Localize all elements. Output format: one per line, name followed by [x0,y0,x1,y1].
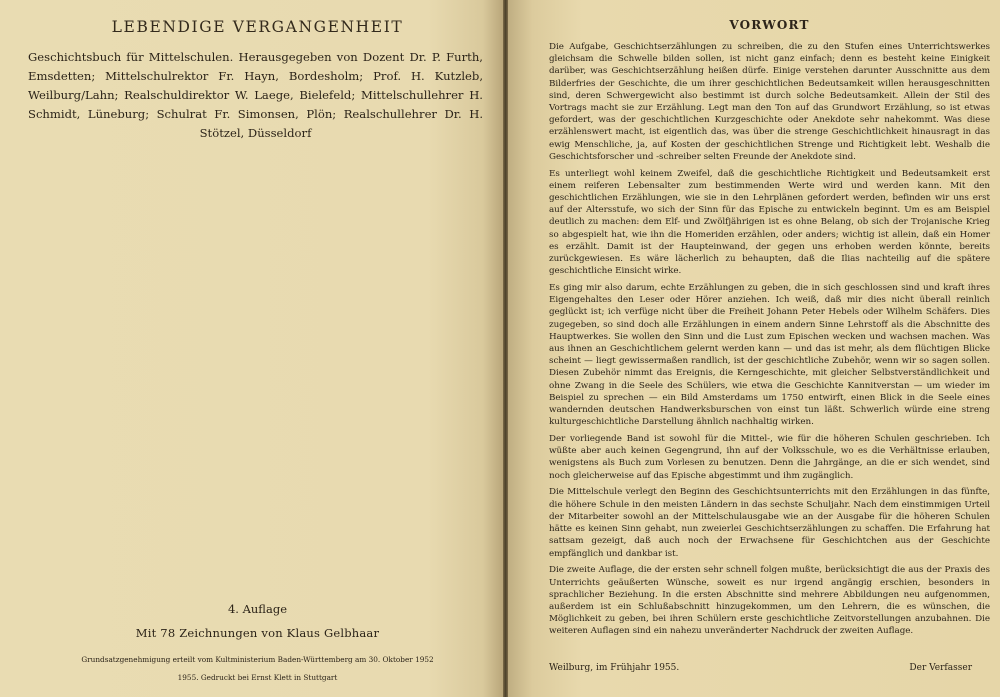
editors-text: Geschichtsbuch für Mittelschulen. Herausgegeben von Dozent Dr. P. Furth, Emsdetten; Mittelschulrektor Fr. Hayn, Bordesholm; Prof. H. Kutzleb, Weilburg/Lahn; Realschuldirektor W. Laege, Bielefeld; Mittelschullehrer H. Schmidt, Lüneburg; Schulrat Fr. Simonsen, Plön; Realschullehrer Dr. H. Stötzel, Düsseldorf [28,50,483,140]
right-page [508,0,1000,697]
approval-note: Grundsatzgenehmigung erteilt vom Kultministerium Baden-Württemberg am 30. Oktober 1952 [81,655,434,664]
book-title: LEBENDIGE VERGANGENHEIT [111,18,404,36]
edition-label: 4. Auflage [227,602,288,616]
foreword-title: VORWORT [729,18,810,32]
foreword-paragraph: Die zweite Auflage, die der ersten sehr schnell folgen mußte, berücksichtigt die aus der Praxis des Unterrichts geäußerten Wünsche, soweit es nur irgend angängig erschien, besonders in sprachlicher Beziehung. In die ersten Abschnitte sind mehrere Abbildungen neu aufgenommen, außerdem ist ein Schlußabschnitt hinzugekommen, um den Lehrern, die es wünschen, die Möglichkeit zu geben, bei ihren Schülern erste geschichtliche Zeitvorstellungen anzubahnen. Die weiteren Auflagen sind ein nahezu unveränderter Nachdruck der zweiten Auflage. [549,565,990,637]
foreword-paragraph: Es ging mir also darum, echte Erzählungen zu geben, die in sich geschlossen sind und kraft ihres Eigengehaltes den Leser oder Hörer anziehen. Ich weiß, daß mir dies nicht überall reinlich geglückt ist; ich verfüge nicht über die Freiheit Johann Peter Hebels oder Wilhelm Schäfers. Dies zugegeben, so sind doch alle Erzählungen in einem andern Sinne Lehrstoff als die Abschnitte des Hauptwerkes. Sie wollen den Sinn und die Lust zum Epischen wecken und wachsen machen. Was aus ihnen an Geschichtlichem gelernt werden kann — und das ist mehr, als dem flüchtigen Blicke scheint — liegt gewissermaßen randlich, ist der geschichtliche Zubehör, wenn wir so sagen sollen. Diesen Zubehör nimmt das Ereignis, die Kerngeschichte, mit gleicher Selbstverständlichkeit und ohne Zwang in die Seele des Schülers, wie etwa die Geschichte Kannitverstan — um wieder im Beispiel zu sprechen — ein Bild Amsterdams um 1750 entwirft, einen Blick in die Seele eines wandernden deutschen Handwerksburschen von einst tun läßt. Schwerlich würde eine streng kulturgeschichtliche Darstellung ähnlich nachhaltig wirken. [549,283,990,428]
foreword-closing [549,663,984,673]
author-signature: Der Verfasser [909,663,972,673]
foreword-paragraph: Es unterliegt wohl keinem Zweifel, daß die geschichtliche Richtigkeit und Bedeutsamkeit erst einem reiferen Lebensalter zum bestimmenden Werte wird und werden kann. Mit den geschichtlichen Erzählungen, wie sie in den Lehrplänen gefordert werden, befinden wir uns erst auf der Altersstufe, wo sich der Sinn für das Epische zu entwickeln beginnt. Um es am Beispiel deutlich zu machen: dem Elf- und Zwölfjährigen ist es ohne Belang, ob sich der Trojanische Krieg so abgespielt hat, wie ihn die Homeriden erzählen, oder anders; wichtig ist allein, daß ein Homer es erzählt. Damit ist der Haupteinwand, der gegen uns erhoben werden könnte, bereits zurückgewiesen. Es wäre lächerlich zu behaupten, daß die Ilias nachteilig auf die spätere geschichtliche Einsicht wirke. [549,168,990,277]
foreword-paragraph: Die Aufgabe, Geschichtserzählungen zu schreiben, die zu den Stufen eines Unterrichtswerkes gleichsam die Schwelle bilden sollen, ist nicht ganz einfach; denn es besteht keine Einigkeit darüber, was Geschichtserzählung heißen dürfe. Einige verstehen darunter Ausschnitte aus dem Bilderfries der Geschichte, die um ihrer geschichtlichen Bedeutsamkeit willen herausgeschnitten sind, deren Schwergewicht also bestimmt ist durch solche Bedeutsamkeit. Allein der Stil des Vortrags macht sie zur Erzählung. Legt man den Ton auf das Grundwort Erzählung, so ist etwas gefordert, was der geschichtlichen Kurzgeschichte oder Anekdote sehr nahekommt. Was diese erzählenswert macht, ist eigentlich das, was über die strenge Geschichtlichkeit hinausragt in das ewig Menschliche, ja, auf Kosten der geschichtlichen Strenge und Richtigkeit lebt. Weshalb die Geschichtsforscher und -schreiber selten Freunde der Anekdote sind. [549,42,990,162]
place-date: Weilburg, im Frühjahr 1955. [549,663,680,673]
foreword-paragraph: Die Mittelschule verlegt den Beginn des Geschichtsunterrichts mit den Erzählungen in das fünfte, die höhere Schule in den meisten Ländern in das sechste Schuljahr. Nach dem einstimmigen Urteil der Mitarbeiter sowohl an der Mittelschulausgabe wie an der Ausgabe für die höheren Schulen hätte es keinen Sinn gehabt, nun zweierlei Geschichtserzählungen zu schaffen. Die Erfahrung hat sattsam gezeigt, daß auch noch der Erwachsene für Geschichtchen aus der Geschichte empfänglich und dankbar ist. [549,487,990,559]
foreword-paragraph: Der vorliegende Band ist sowohl für die Mittel-, wie für die höheren Schulen geschrieben. Ich wüßte aber auch keinen Gegengrund, ihn auf der Volksschule, wo es die Verhältnisse erlauben, wenigstens als Buch zum Vorlesen zu benutzen. Denn die Jahrgänge, an die er sich wendet, sind noch gleicherweise auf das Epische abgestimmt und ihm zugänglich. [549,434,990,481]
printer-note: 1955. Gedruckt bei Ernst Klett in Stuttgart [177,673,338,682]
illustrations-credit: Mit 78 Zeichnungen von Klaus Gelbhaar [135,626,380,640]
